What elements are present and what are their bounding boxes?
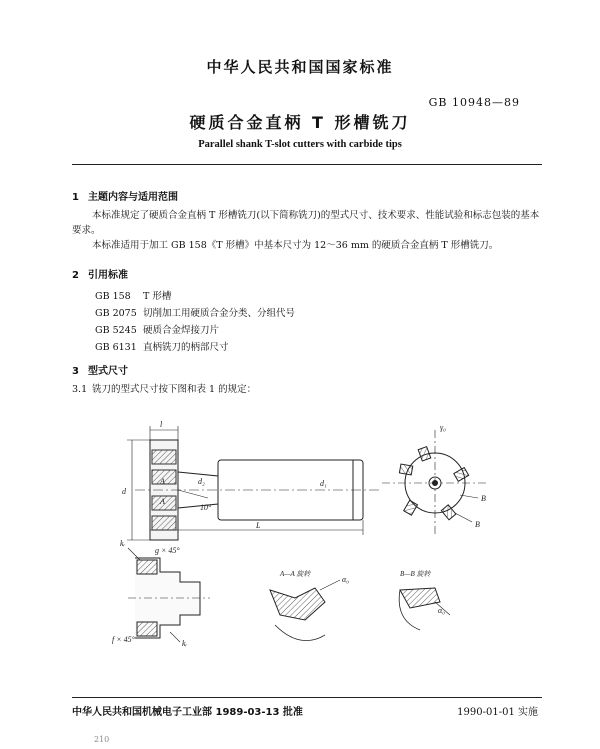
ref-name: 直柄铣刀的柄部尺寸 [143, 342, 229, 353]
section-1-heading [72, 188, 178, 203]
label-chamfer-g: g × 45° [155, 546, 180, 555]
label-gamma0: γ₀ [440, 423, 446, 432]
ref-code: GB 5245 [95, 325, 137, 336]
label-B-top: B [481, 494, 486, 503]
footer-rule [72, 697, 542, 698]
label-L: L [256, 521, 261, 530]
ref-code: GB 2075 [95, 308, 137, 319]
reference-item [95, 322, 219, 336]
reference-item [95, 305, 295, 319]
label-d1: d₁ [320, 479, 327, 488]
effective-date: 1990-01-01 实施 [457, 707, 538, 718]
detail-view [128, 548, 210, 642]
header-rule [72, 164, 542, 165]
side-view [127, 426, 380, 540]
label-10deg: 10° [200, 503, 212, 512]
ref-name: 硬质合金焊接刀片 [143, 325, 220, 336]
t-slot-cutter-drawing [100, 410, 500, 665]
ref-name: 切削加工用硬质合金分类、分组代号 [143, 308, 296, 319]
label-A-bottom: A [160, 497, 165, 506]
ref-code: GB 6131 [95, 342, 137, 353]
label-chamfer-f: f × 45° [112, 635, 135, 644]
title-en: Parallel shank T-slot cutters with carbide tips [198, 139, 402, 150]
title-zh: 硬质合金直柄 T 形槽铣刀 [189, 113, 411, 132]
standard-body: 中华人民共和国国家标准 [206, 58, 394, 76]
end-view [382, 430, 488, 535]
label-l: l [160, 420, 163, 429]
label-B-bottom: B [475, 520, 480, 529]
reference-item [95, 339, 229, 353]
label-section-aa: A—A 旋转 [280, 570, 311, 578]
label-kr-bottom: kᵣ [182, 639, 188, 648]
label-d2: d₂ [198, 477, 205, 486]
label-alpha0-bb: α₀ [438, 606, 445, 615]
section-1-body [72, 208, 542, 253]
label-kr-top: kᵣ [120, 539, 126, 548]
section-aa-view [270, 580, 340, 641]
section-3-heading [72, 362, 128, 377]
paragraph: 本标准规定了硬质合金直柄 T 形槽铣刀(以下简称铣刀)的型式尺寸、技术要求、性能试验和标志包装的基本要求。 [72, 210, 540, 236]
issuer-approval: 中华人民共和国机械电子工业部 1989-03-13 批准 [72, 707, 303, 718]
clause-3-1 [72, 382, 542, 397]
standard-code: GB 10948—89 [428, 96, 520, 109]
section-number: 2 [72, 270, 79, 281]
label-alpha0-aa: α₀ [342, 575, 349, 584]
section-title: 型式尺寸 [88, 366, 128, 377]
section-number: 3 [72, 366, 79, 377]
reference-item [95, 288, 171, 302]
ref-code: GB 158 [95, 291, 131, 302]
section-2-heading [72, 266, 128, 281]
label-A-top: A [160, 477, 165, 486]
paragraph: 本标准适用于加工 GB 158《T 形槽》中基本尺寸为 12～36 mm 的硬质合金直柄 T 形槽铣刀。 [92, 240, 499, 251]
clause-text: 铣刀的型式尺寸按下图和表 1 的规定： [92, 384, 257, 395]
clause-number: 3.1 [72, 384, 88, 395]
ref-name: T 形槽 [143, 291, 172, 302]
label-section-bb: B—B 旋转 [400, 570, 431, 578]
section-title: 主题内容与适用范围 [88, 192, 178, 203]
section-title: 引用标准 [88, 270, 128, 281]
page-number: 210 [94, 735, 110, 744]
label-d: d [122, 487, 126, 496]
section-number: 1 [72, 192, 79, 203]
